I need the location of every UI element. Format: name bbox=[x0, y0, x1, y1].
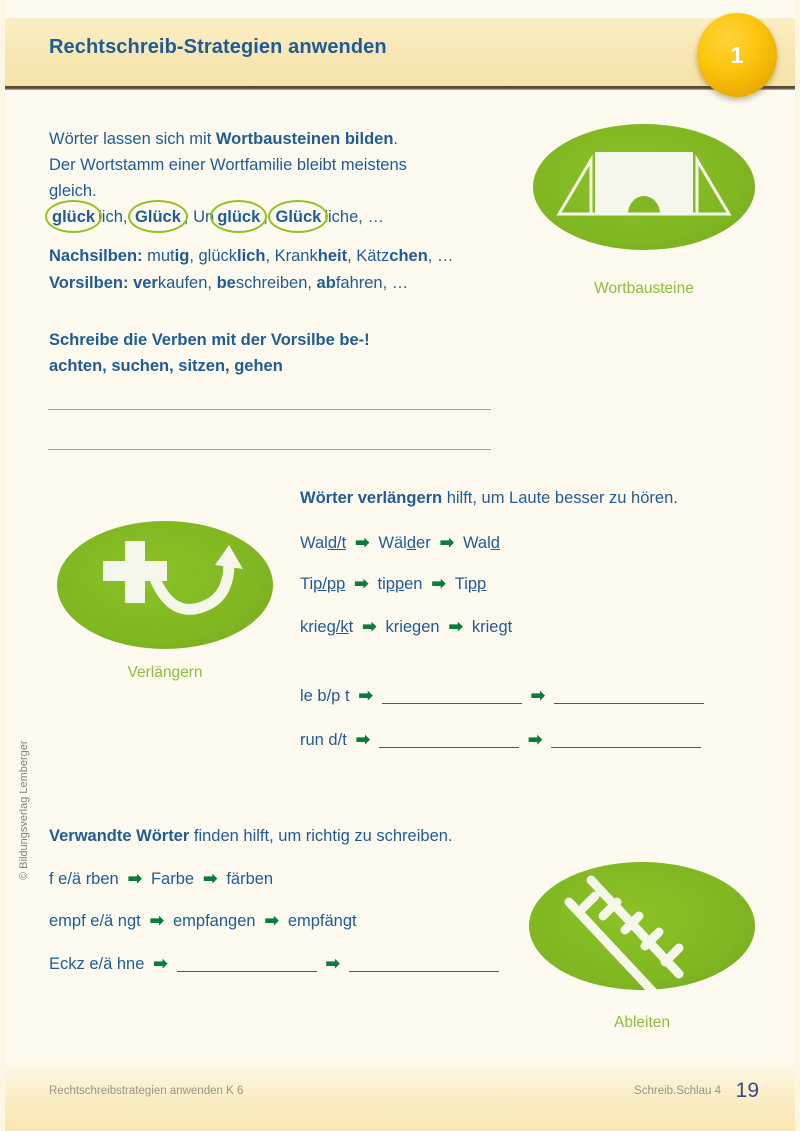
vorsilben-item-2-base: schreiben bbox=[235, 274, 308, 292]
verlaengern-example-row-1 bbox=[300, 533, 500, 553]
example-2-rest: , bbox=[183, 208, 189, 226]
arrow-icon: ➡ bbox=[355, 730, 371, 749]
gate-arch-icon bbox=[533, 124, 755, 250]
row3-start-underline: g/k bbox=[326, 617, 349, 636]
blank-row-1-prompt: le b/p t bbox=[300, 686, 350, 705]
intro-line-1 bbox=[49, 126, 519, 152]
nachsilben-tail: , … bbox=[427, 247, 454, 265]
arrow-icon: ➡ bbox=[431, 574, 446, 593]
verlaengern-heading bbox=[300, 489, 678, 508]
arrow-icon: ➡ bbox=[153, 954, 168, 973]
vw-row1-prompt: f e/ä rben bbox=[49, 869, 119, 888]
row1-mid-post: er bbox=[416, 533, 431, 552]
page-number: 19 bbox=[735, 1079, 759, 1102]
vorsilben-line: Vorsilben: verkaufen, beschreiben, abfahren, … bbox=[49, 274, 409, 292]
circled-word-2: Glück bbox=[132, 204, 184, 230]
blank-row-2-prompt: run d/t bbox=[300, 730, 347, 749]
arrow-icon: ➡ bbox=[358, 686, 373, 705]
header-rule bbox=[5, 86, 795, 90]
verlaengern-example-row-2 bbox=[300, 574, 486, 594]
nachsilben-item-4-base: Kätz bbox=[356, 247, 390, 265]
vorsilben-item-2-affix: be bbox=[216, 274, 236, 292]
vw-row1-end: färben bbox=[226, 869, 274, 888]
ableiten-blob bbox=[529, 862, 755, 990]
row3-mid-post: en bbox=[421, 617, 440, 636]
row1-mid-underline: d bbox=[406, 533, 417, 552]
verwandte-blank-row-1 bbox=[49, 954, 499, 974]
intro-line-2: Der Wortstamm einer Wortfamilie bleibt meistens bbox=[49, 156, 407, 174]
wortbausteine-blob bbox=[533, 124, 755, 250]
task-line-2: achten, suchen, sitzen, gehen bbox=[49, 357, 283, 375]
footer-topic: Rechtschreibstrategien anwenden K 6 bbox=[49, 1085, 244, 1097]
intro-line-1-plain: Wörter lassen sich mit bbox=[49, 130, 216, 148]
verlaengern-blob bbox=[57, 521, 273, 649]
chapter-badge bbox=[697, 13, 777, 97]
vorsilben-item-3-affix: ab bbox=[316, 274, 336, 292]
copyright-notice: © Bildungsverlag Lemberger bbox=[18, 740, 30, 880]
nachsilben-label: Nachsilben: bbox=[49, 247, 143, 265]
row3-start-plain: krie bbox=[300, 617, 327, 636]
row3-start-tail: t bbox=[348, 617, 354, 636]
nachsilben-item-3-affix: heit bbox=[317, 247, 348, 265]
vorsilben-tail: , … bbox=[382, 274, 409, 292]
row3-end-underline: g bbox=[498, 617, 508, 636]
blank-field[interactable] bbox=[177, 956, 317, 972]
blank-field[interactable] bbox=[349, 956, 499, 972]
intro-paragraph bbox=[49, 126, 519, 230]
page-title: Rechtschreib-Strategien anwenden bbox=[49, 36, 387, 58]
arrow-icon: ➡ bbox=[127, 869, 142, 888]
nachsilben-item-4-affix: chen bbox=[389, 247, 428, 265]
plus-curved-arrow-icon bbox=[57, 521, 273, 649]
row2-start-plain: Ti bbox=[300, 574, 314, 593]
nachsilben-item-1-affix: ig bbox=[174, 247, 190, 265]
verwandte-example-row-2 bbox=[49, 911, 357, 931]
nachsilben-item-3-base: Krank bbox=[274, 247, 318, 265]
verlaengern-heading-bold: Wörter verlängern bbox=[300, 489, 443, 507]
arrow-icon: ➡ bbox=[149, 911, 164, 930]
vorsilben-item-1-affix: ver bbox=[133, 274, 158, 292]
row3-mid-pre: krie bbox=[385, 617, 413, 636]
intro-examples bbox=[49, 204, 519, 230]
footer-series: Schreib.Schlau 4 bbox=[634, 1085, 721, 1097]
row1-start-plain: Wal bbox=[300, 533, 328, 552]
chapter-badge-number: 1 bbox=[730, 41, 744, 68]
intro-line-3: gleich. bbox=[49, 182, 97, 200]
example-1-rest: lich, bbox=[98, 208, 128, 226]
row3-end-pre: krie bbox=[471, 617, 499, 636]
verwandte-example-row-1 bbox=[49, 869, 273, 889]
example-3-prefix: Un bbox=[193, 208, 215, 226]
nachsilben-line: Nachsilben: mutig, glücklich, Krankheit, Kätzchen, … bbox=[49, 247, 454, 265]
row3-end-post: t bbox=[507, 617, 513, 636]
row2-mid-post: en bbox=[404, 574, 423, 593]
row1-start-underline: d/t bbox=[327, 533, 347, 552]
blank-field[interactable] bbox=[551, 732, 701, 748]
intro-line-1-end: . bbox=[393, 130, 399, 148]
wortbausteine-label: Wortbausteine bbox=[594, 280, 694, 297]
footer-band bbox=[5, 1065, 795, 1131]
row2-end-underline: pp bbox=[467, 574, 487, 593]
arrow-icon: ➡ bbox=[530, 686, 546, 705]
vw-blank-row-prompt: Eckz e/ä hne bbox=[49, 954, 145, 973]
vorsilben-item-1-base: kaufen bbox=[157, 274, 208, 292]
verlaengern-blank-row-2 bbox=[300, 730, 701, 750]
answer-writing-line-2[interactable] bbox=[48, 449, 491, 450]
nachsilben-item-1-base: mut bbox=[147, 247, 175, 265]
task-line-1: Schreibe die Verben mit der Vorsilbe be-! bbox=[49, 331, 370, 349]
row2-mid-pre: ti bbox=[377, 574, 386, 593]
verlaengern-label: Verlängern bbox=[127, 664, 203, 681]
row2-end-pre: Ti bbox=[454, 574, 468, 593]
arrow-icon: ➡ bbox=[264, 911, 279, 930]
blank-field[interactable] bbox=[554, 688, 704, 704]
vorsilben-item-3-base: fahren bbox=[335, 274, 383, 292]
vw-row2-prompt: empf e/ä ngt bbox=[49, 911, 141, 930]
arrow-icon: ➡ bbox=[203, 869, 218, 888]
arrow-icon: ➡ bbox=[448, 617, 463, 636]
verwandte-heading-bold: Verwandte Wörter bbox=[49, 827, 190, 845]
ableiten-label: Ableiten bbox=[613, 1014, 670, 1031]
verlaengern-blank-row-1 bbox=[300, 686, 704, 706]
vw-row1-mid: Farbe bbox=[150, 869, 195, 888]
arrow-icon: ➡ bbox=[362, 617, 377, 636]
circled-word-3: glück bbox=[214, 204, 263, 230]
vorsilben-label: Vorsilben: bbox=[49, 274, 129, 292]
verwandte-heading bbox=[49, 827, 453, 846]
row2-start-underline: p/pp bbox=[313, 574, 346, 593]
vw-row2-end: empfängt bbox=[287, 911, 357, 930]
verlaengern-heading-rest: hilft, um Laute besser zu hören. bbox=[442, 489, 678, 507]
row3-mid-underline: g bbox=[412, 617, 422, 636]
arrow-icon: ➡ bbox=[355, 533, 370, 552]
blank-field[interactable] bbox=[379, 732, 519, 748]
arrow-icon: ➡ bbox=[528, 730, 543, 749]
vw-row2-mid: empfangen bbox=[172, 911, 256, 930]
task-instruction bbox=[49, 327, 370, 379]
arrow-icon: ➡ bbox=[325, 954, 340, 973]
row2-mid-underline: pp bbox=[385, 574, 405, 593]
row1-mid-pre: Wäl bbox=[378, 533, 407, 552]
verwandte-heading-rest: finden hilft, um richtig zu schreiben. bbox=[189, 827, 453, 845]
circled-word-4: Glück bbox=[272, 204, 324, 230]
row1-end-underline: d bbox=[490, 533, 500, 552]
nachsilben-item-2-base: glück bbox=[198, 247, 238, 265]
intro-line-1-bold: Wortbausteinen bilden bbox=[215, 130, 394, 148]
verlaengern-example-row-3 bbox=[300, 617, 512, 637]
row1-end-pre: Wal bbox=[462, 533, 491, 552]
arrow-icon: ➡ bbox=[354, 574, 369, 593]
circled-word-1: glück bbox=[49, 204, 98, 230]
blank-field[interactable] bbox=[382, 688, 522, 704]
example-4-rest: liche, … bbox=[324, 208, 384, 226]
arrow-icon: ➡ bbox=[439, 533, 454, 552]
ladder-icon bbox=[529, 862, 755, 990]
answer-writing-line-1[interactable] bbox=[48, 409, 491, 410]
nachsilben-item-2-affix: lich bbox=[237, 247, 266, 265]
example-3-rest: , bbox=[263, 208, 268, 226]
